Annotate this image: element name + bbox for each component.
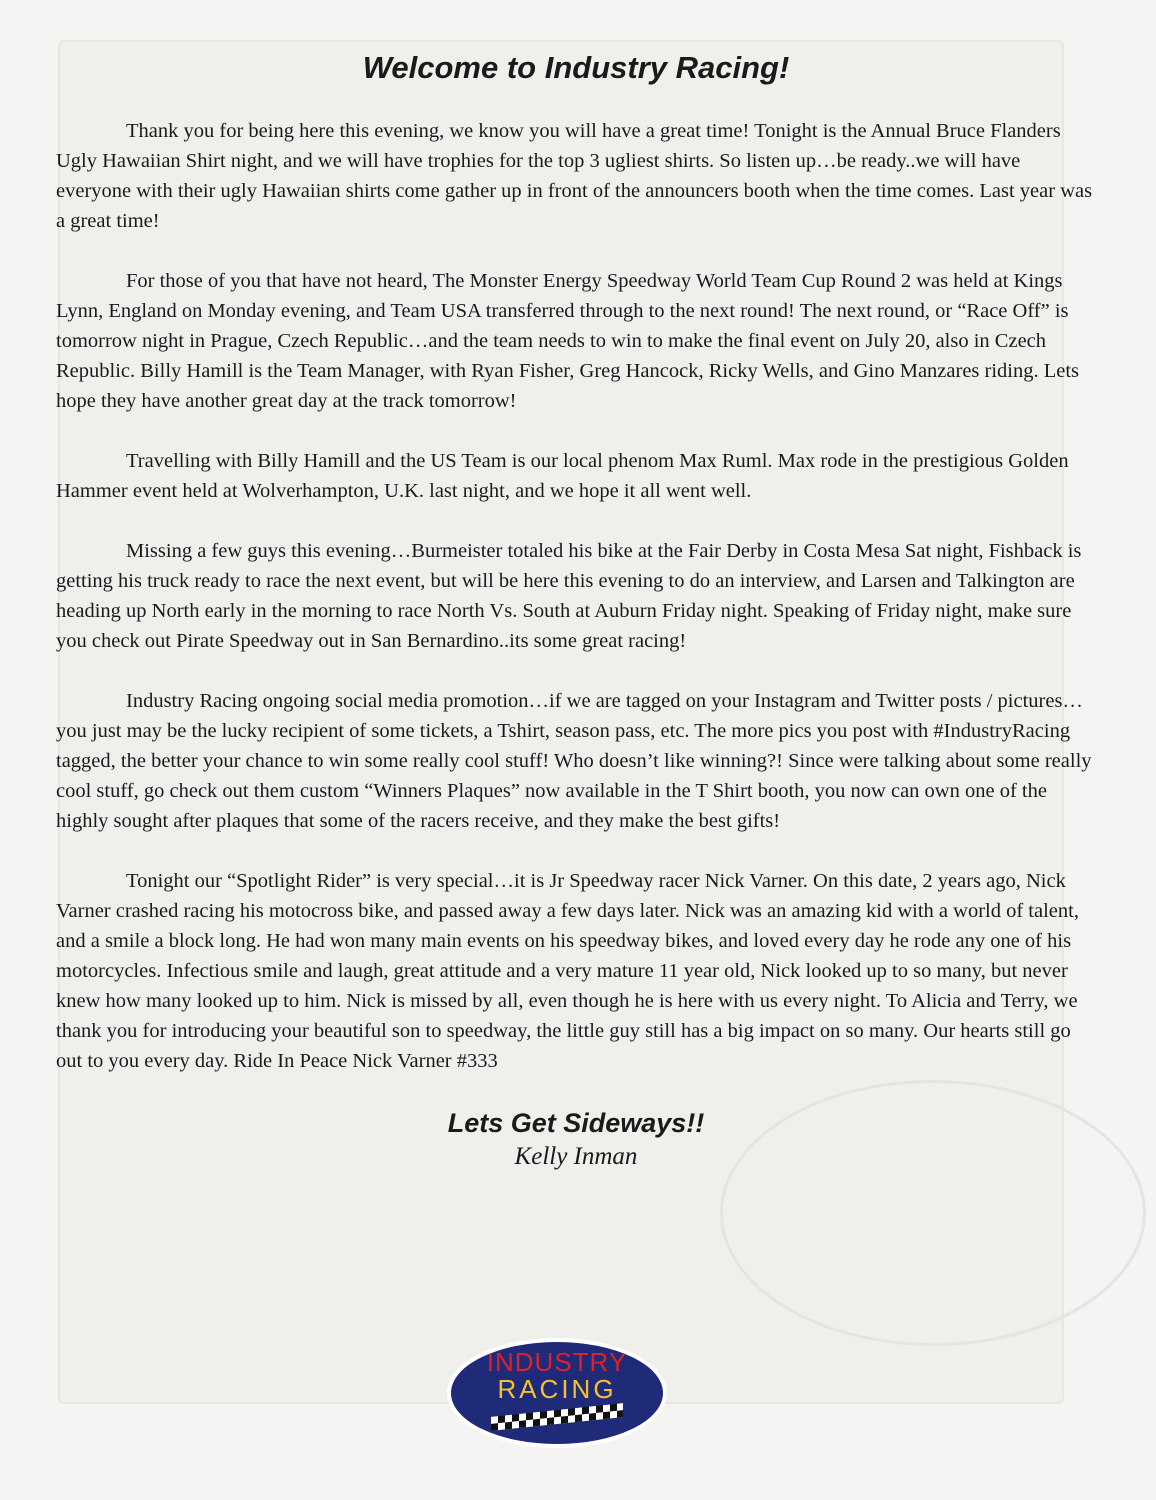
letter-body xyxy=(56,48,1096,1174)
paragraph-max-ruml: Travelling with Billy Hamill and the US Team is our local phenom Max Ruml. Max rode in the prestigious Golden Hammer event held at Wolverhampton, U.K. last night, and we hope it all went well. xyxy=(56,450,1069,502)
logo-text-racing: RACING xyxy=(497,1374,617,1404)
paragraph-social-media: Industry Racing ongoing social media promotion…if we are tagged on your Instagram and Twitter posts / pictures…you just may be the lucky recipient of some tickets, a Tshirt, season pass, etc. The more pics you post with #IndustryRacing tagged, the better your chance to win some really cool stuff! Who doesn’t like winning?! Since were talking about some really cool stuff, go check out them custom “Winners Plaques” now available in the T Shirt booth, you now can own one of the highly sought after plaques that some of the racers receive, and they make the best gifts! xyxy=(56,690,1092,832)
page-title: Welcome to Industry Racing! xyxy=(362,50,790,85)
paragraph-world-team-cup: For those of you that have not heard, The Monster Energy Speedway World Team Cup Round 2 was held at Kings Lynn, England on Monday evening, and Team USA transferred through to the next round! The next round, or “Race Off” is tomorrow night in Prague, Czech Republic…and the team needs to win to make the final event on July 20, also in Czech Republic. Billy Hamill is the Team Manager, with Ryan Fisher, Greg Hancock, Ricky Wells, and Gino Manzares riding. Lets hope they have another great day at the track tomorrow! xyxy=(56,270,1080,412)
industry-racing-logo xyxy=(447,1338,667,1448)
signoff: Lets Get Sideways!! xyxy=(447,1108,705,1138)
paragraph-shirt-night: Thank you for being here this evening, we know you will have a great time! Tonight is the Annual Bruce Flanders Ugly Hawaiian Shirt night, and we will have trophies for the top 3 ugliest shirts. So listen up…be ready..we will have everyone with their ugly Hawaiian shirts come gather up in front of the announcers booth when the time comes. Last year was a great time! xyxy=(56,120,1093,232)
logo-oval xyxy=(451,1342,663,1444)
paragraph-missing-riders: Missing a few guys this evening…Burmeister totaled his bike at the Fair Derby in Costa Mesa Sat night, Fishback is getting his truck ready to race the next event, but will be here this evening to do an interview, and Larsen and Talkington are heading up North early in the morning to race North Vs. South at Auburn Friday night. Speaking of Friday night, make sure you check out Pirate Speedway out in San Bernardino..its some great racing! xyxy=(56,540,1082,652)
signature: Kelly Inman xyxy=(514,1143,638,1170)
paragraph-spotlight-rider: Tonight our “Spotlight Rider” is very special…it is Jr Speedway racer Nick Varner. On this date, 2 years ago, Nick Varner crashed racing his motocross bike, and passed away a few days later. Nick was an amazing kid with a world of talent, and a smile a block long. He had won many main events on his speedway bikes, and loved every day he rode any one of his motorcycles. Infectious smile and laugh, great attitude and a very mature 11 year old, Nick looked up to so many, but never knew how many looked up to him. Nick is missed by all, even though he is here with us every night. To Alicia and Terry, we thank you for introducing your beautiful son to speedway, the little guy still has a big impact on so many. Our hearts still go out to you every day. Ride In Peace Nick Varner #333 xyxy=(56,870,1079,1072)
logo-text-industry: INDUSTRY xyxy=(486,1347,628,1377)
